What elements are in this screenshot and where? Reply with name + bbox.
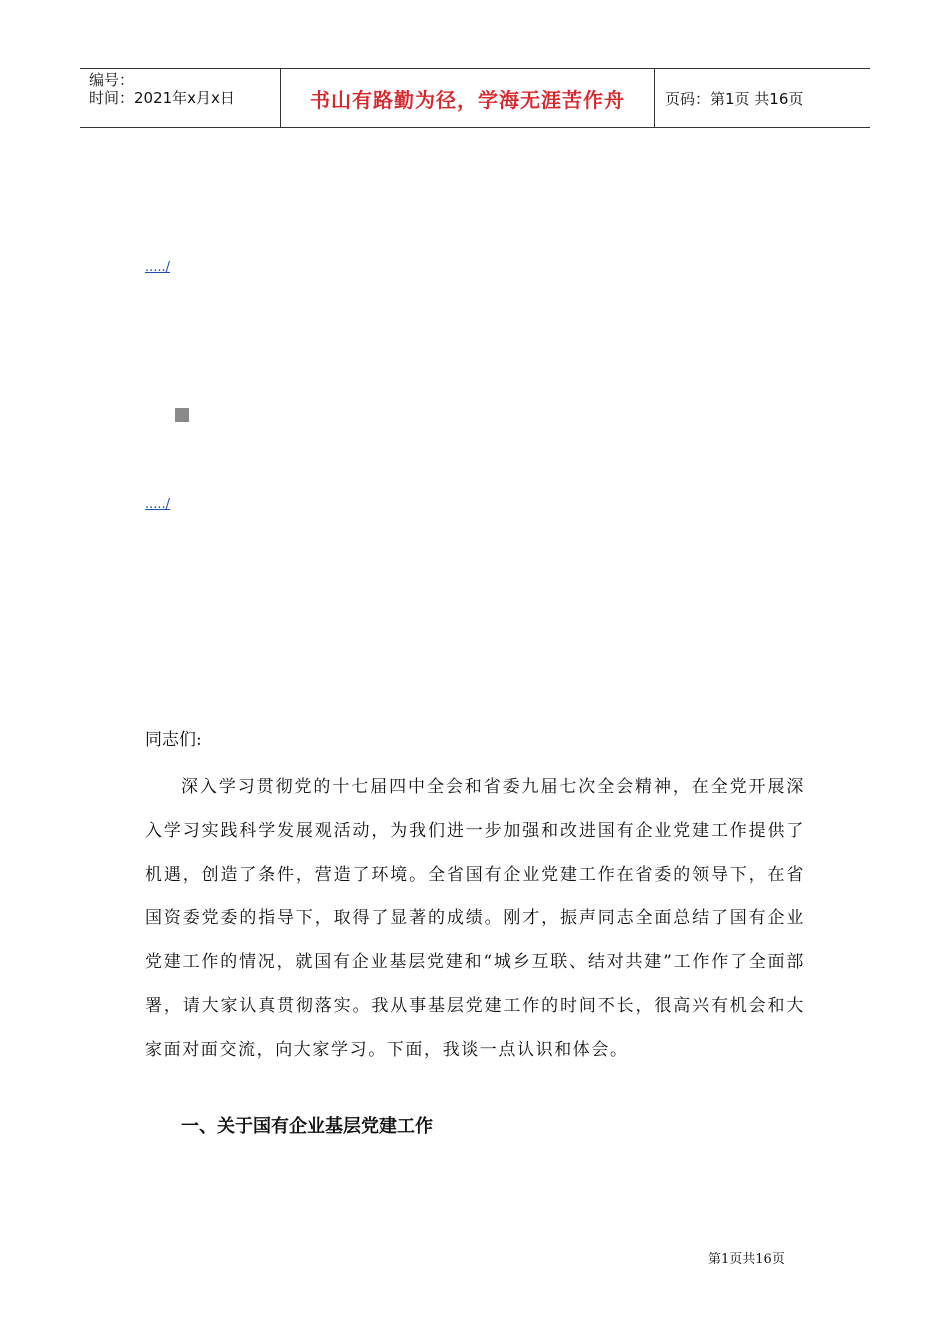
salutation: 同志们:: [145, 730, 202, 750]
header-motto: 书山有路勤为径，学海无涯苦作舟: [281, 69, 655, 127]
link-2[interactable]: ...../: [145, 497, 171, 512]
page-header: [80, 68, 870, 128]
section-heading-1: 一、关于国有企业基层党建工作: [181, 1116, 433, 1137]
number-label: 编号：: [89, 71, 135, 89]
time-label: 时间：2021年x月x日: [89, 89, 235, 107]
broken-image-icon: [175, 408, 189, 422]
header-page-info: 页码：第1页 共16页: [665, 89, 804, 108]
page-footer: 第1页共16页: [708, 1252, 785, 1267]
header-meta: [80, 69, 281, 127]
paragraph-1: 深入学习贯彻党的十七届四中全会和省委九届七次全会精神，在全党开展深入学习实践科学发展观活动，为我们进一步加强和改进国有企业党建工作提供了机遇，创造了条件，营造了环境。全省国有企业党建工作在省委的领导下，在省国资委党委的指导下，取得了显著的成绩。刚才，振声同志全面总结了国有企业党建工作的情况，就国有企业基层党建和“城乡互联、结对共建”工作作了全面部署，请大家认真贯彻落实。我从事基层党建工作的时间不长，很高兴有机会和大家面对面交流，向大家学习。下面，我谈一点认识和体会。: [145, 777, 805, 1060]
link-1[interactable]: ...../: [145, 260, 171, 275]
